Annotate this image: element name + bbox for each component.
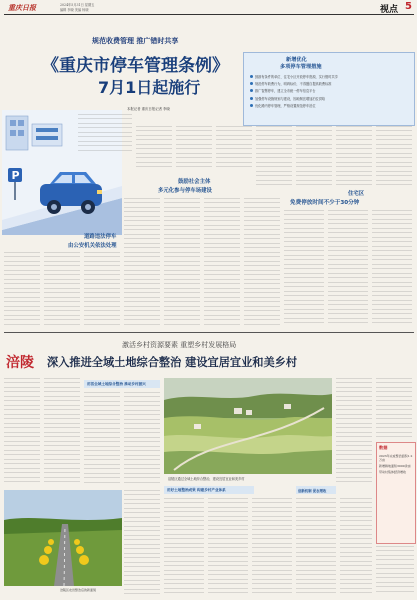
sidebar-item: 加强停车设施规划与建设，因地制宜增加泊位供给 (250, 97, 408, 101)
sidebar-item: 规范停车收费行为，明码标价，不得擅自提高收费标准 (250, 82, 408, 86)
page-number: 5 (405, 1, 412, 12)
story1-kicker: 规范收费管理 推广错时共享 (92, 37, 179, 45)
story1-body-col (296, 126, 332, 186)
bullet-icon (250, 82, 253, 85)
story1-body-col (136, 126, 172, 170)
story2-body-col (4, 378, 40, 486)
story1-byline: 本报记者 重庆日报记者 李晓 (127, 107, 170, 111)
story2-body-col (336, 378, 372, 486)
story1-body-col (84, 252, 120, 326)
svg-text:P: P (11, 169, 20, 182)
story2-road-photo (4, 490, 122, 586)
story2-sidebar-item: 新增耕地面积3000余亩 (379, 464, 411, 468)
story2-sidebar-item: 带动村集体经济增收 (379, 470, 407, 474)
story2-body-col (208, 498, 248, 594)
masthead (0, 0, 417, 14)
story2-sidebar-item: 2023年完成整治面积1.2万亩 (379, 454, 413, 462)
story2-body-col (376, 546, 414, 594)
story2-sidebar-title: 数据 (379, 445, 388, 450)
story1-body-col (244, 198, 280, 326)
story2-subhead-d (336, 440, 337, 441)
bullet-icon (250, 75, 253, 78)
banner-kicker: 激活乡村资源要素 重塑乡村发展格局 (122, 341, 237, 349)
story1-body-col (204, 198, 240, 326)
story2-title: 深入推进全域土地综合整治 建设宜居宜业和美乡村 (47, 356, 298, 369)
story2-body-col (164, 498, 204, 594)
masthead-editor: 编辑 李晓 美编 杨晓 (60, 8, 89, 12)
story1-body-col (124, 198, 160, 326)
story1-body-col (328, 210, 368, 326)
story1-body-col (216, 126, 252, 170)
story2-place: 涪陵 (6, 355, 34, 371)
story1-body-col (44, 252, 80, 326)
story2-subhead-c: 创新机制 促农增收 (296, 486, 336, 494)
masthead-logo: 重庆日报 (8, 3, 36, 12)
story1-body-col (176, 126, 212, 170)
sub1-heading-line2: 由公安机关依法处理 (68, 243, 117, 249)
story2-subhead-a: 用活全域土地综合整治 推动乡村振兴 (84, 380, 160, 388)
story2-body-col (124, 392, 160, 486)
story2-photo2-caption: 涪陵区农田整治后的新面貌 (60, 588, 97, 592)
sub3-heading-line1: 住宅区 (348, 191, 365, 197)
bullet-icon (250, 97, 253, 100)
bullet-icon (250, 89, 253, 92)
story2-body-col (376, 378, 412, 438)
sidebar-box (243, 52, 415, 126)
sidebar-item: 推广智慧停车，建立全市统一停车信息平台 (250, 89, 408, 93)
story1-body-col (284, 210, 324, 326)
masthead-date: 2024年5月31日 星期五 (60, 3, 95, 7)
sub1-heading-line1: 道路违法停车 (84, 234, 117, 240)
story1-body-col (164, 198, 200, 326)
sidebar-item: 优化路内停车管理，严格设置规范停车泊位 (250, 104, 408, 108)
section-label: 视点 (380, 5, 399, 15)
story1-body-col (256, 126, 292, 186)
story2-subhead-b: 用好土地整治成果 构建乡村产业体系 (164, 486, 254, 494)
sub3-heading-line2: 免费停放时间不少于30分钟 (290, 200, 360, 206)
story2-body-col (124, 490, 160, 594)
story2-body-col (44, 378, 80, 486)
sidebar-title-line2: 多项停车管理措施 (280, 64, 322, 70)
sub2-heading-line1: 鼓励社会主体 (178, 179, 211, 185)
sub2-heading-line2: 多元化参与停车场建设 (158, 188, 212, 194)
sidebar-title-line1: 新增优化 (286, 57, 307, 63)
story1-title-line2: 7月1日起施行 (98, 78, 201, 97)
story2-body-col (296, 498, 336, 594)
story1-body-col (4, 252, 40, 326)
bullet-icon (250, 104, 253, 107)
story2-photo-caption: 涪陵区通过全域土地综合整治，建设宜居宜业和美乡村 (168, 477, 245, 481)
story1-body-col (376, 126, 412, 186)
story2-body-col (252, 498, 292, 594)
sidebar-item: 鼓励有条件的单位、住宅小区开放停车资源，实行错时共享 (250, 75, 408, 79)
story2-landscape-photo (164, 378, 332, 474)
story2-sidebar (376, 442, 416, 544)
story2-body-col (84, 392, 120, 486)
story1-intro (78, 114, 132, 154)
story2-body-col (340, 498, 372, 594)
sidebar-list (250, 75, 408, 108)
story1-body-col (336, 126, 372, 186)
story1-title-line1: 《重庆市停车管理条例》 (42, 56, 229, 76)
story1-body-col (372, 210, 412, 326)
